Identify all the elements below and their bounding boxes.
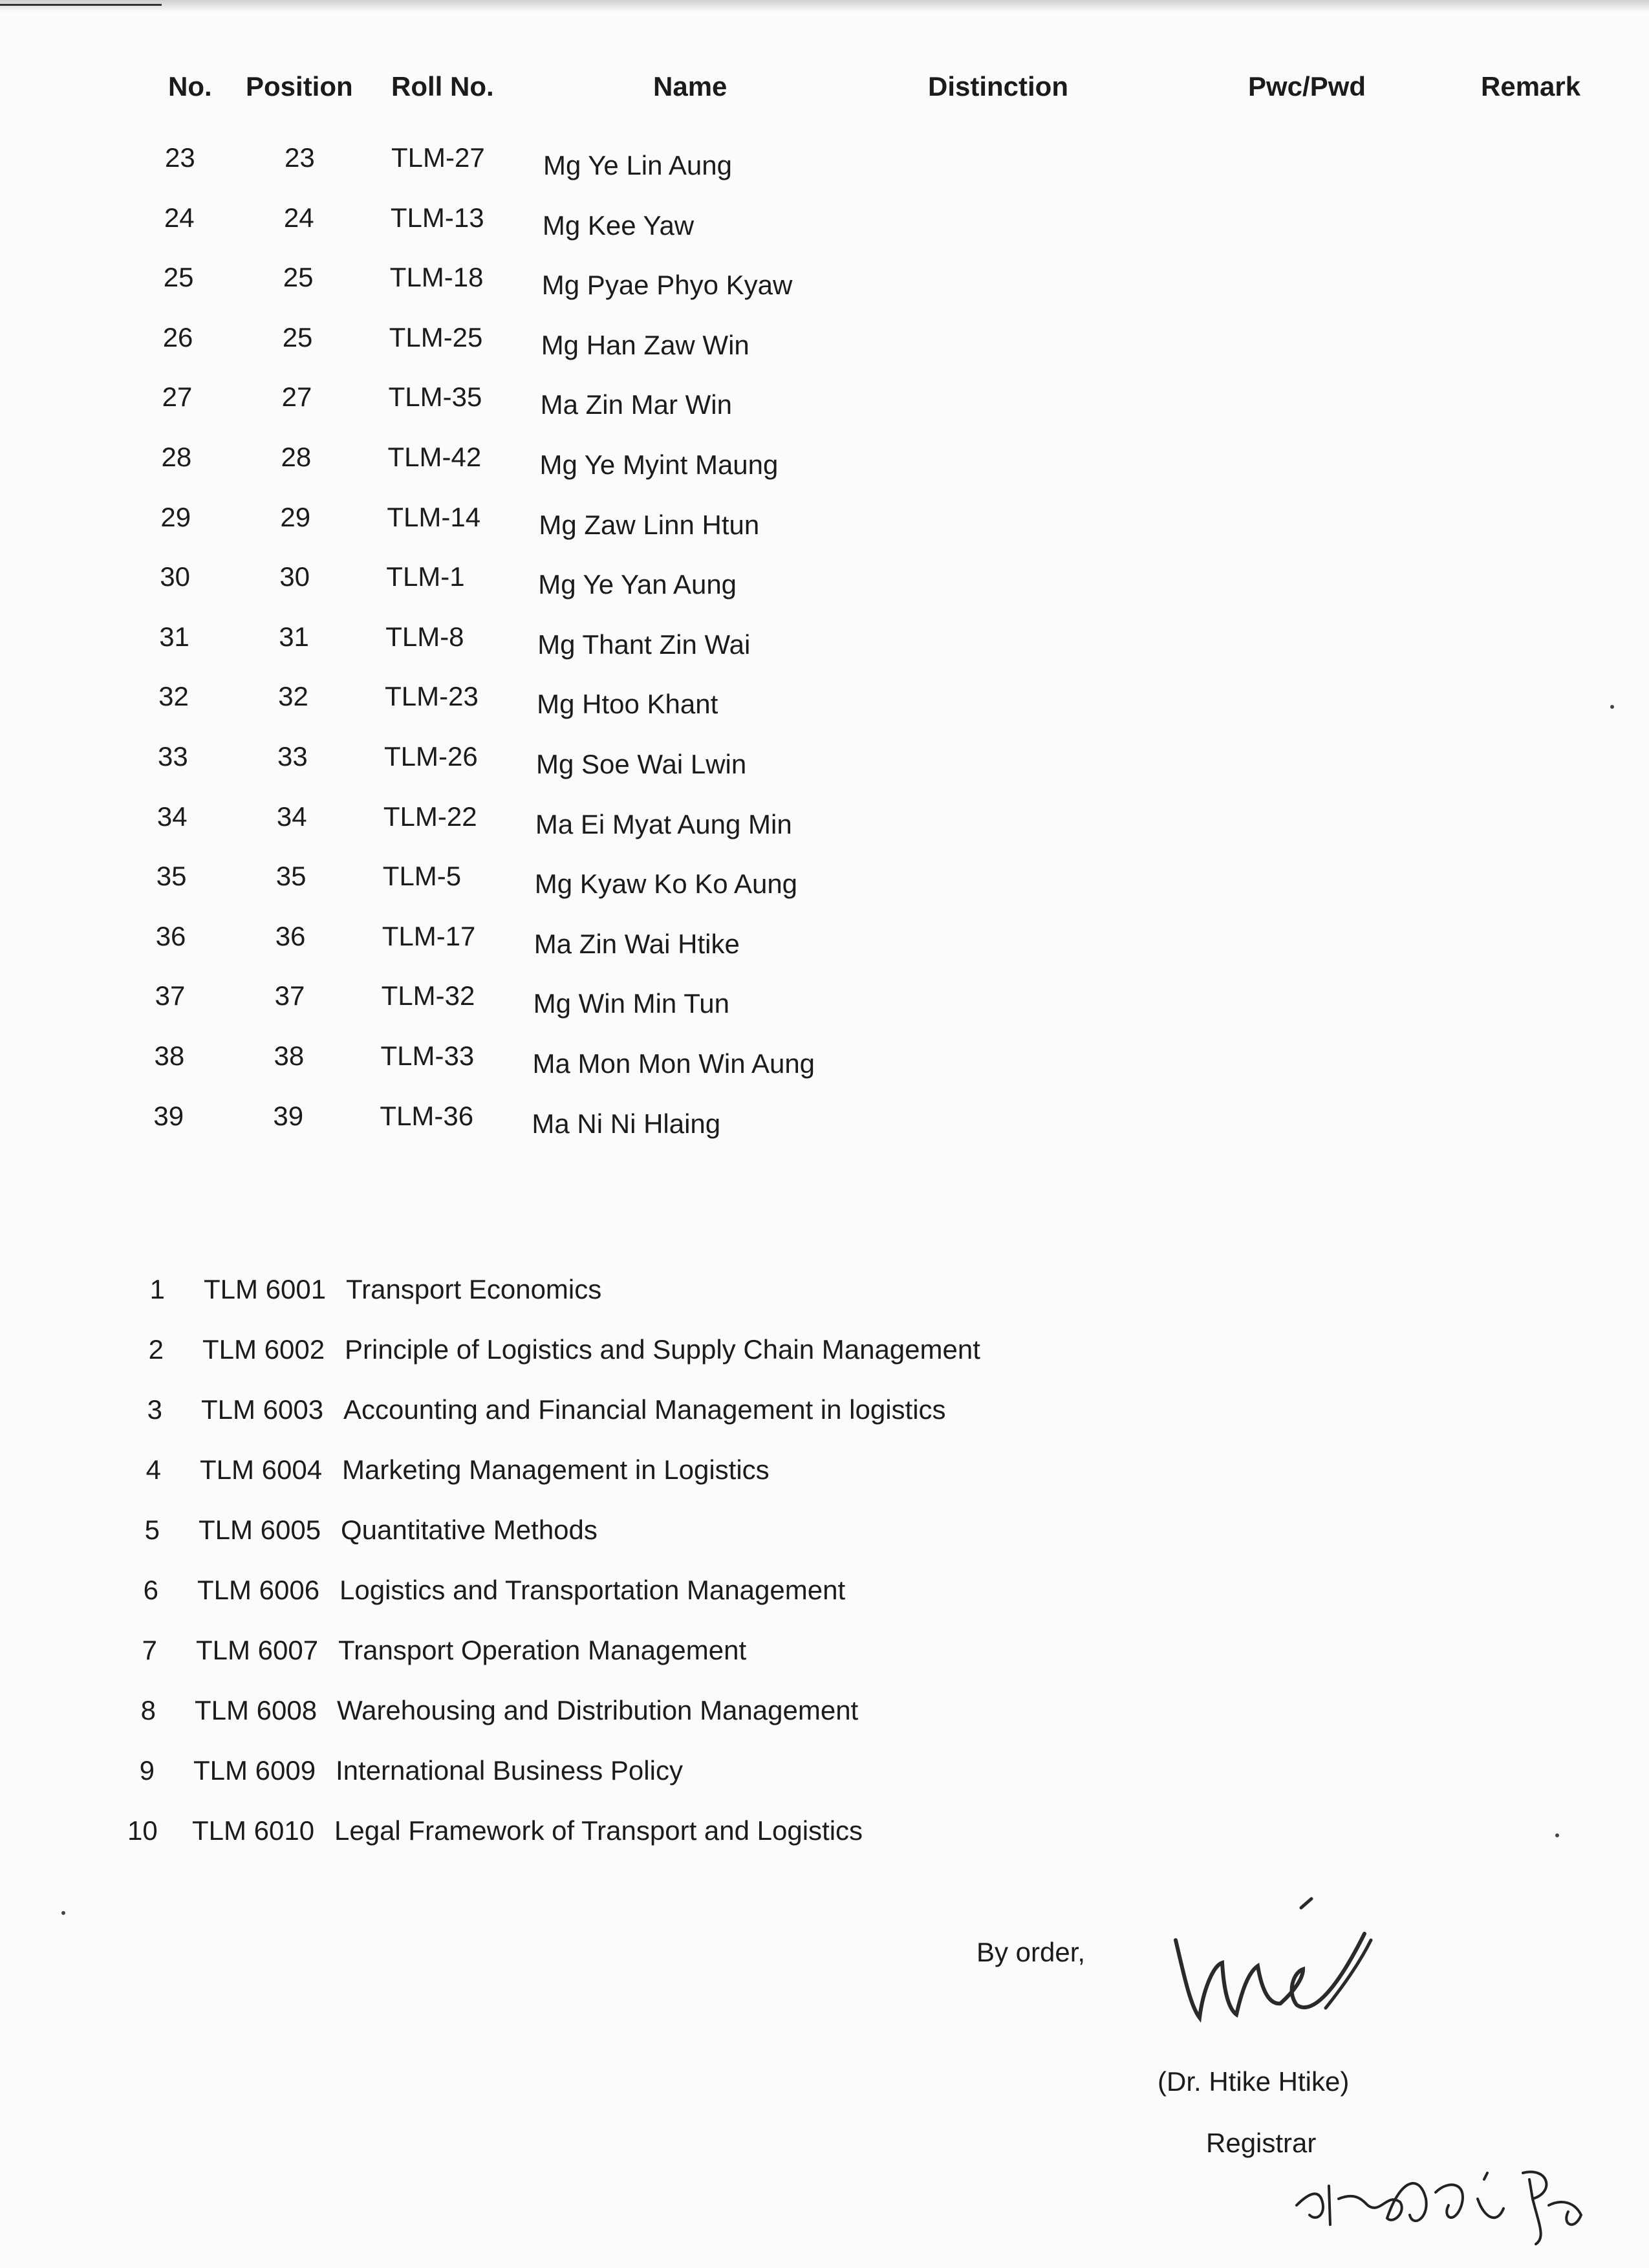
- row-roll-no: TLM-1: [386, 561, 465, 592]
- table-row: [129, 382, 1617, 433]
- table-row: [129, 1101, 1617, 1152]
- row-name: Ma Zin Wai Htike: [534, 928, 740, 959]
- subject-number: 4: [146, 1454, 161, 1485]
- row-name: Mg Ye Yan Aung: [538, 569, 737, 600]
- subject-number: 5: [144, 1515, 160, 1545]
- scan-speck: [1555, 1833, 1559, 1837]
- row-no: 37: [155, 980, 186, 1011]
- row-position: 23: [285, 142, 315, 173]
- subject-code: TLM 6003: [201, 1394, 324, 1425]
- row-position: 27: [281, 382, 312, 413]
- row-roll-no: TLM-17: [382, 920, 476, 951]
- row-position: 24: [283, 202, 314, 233]
- row-position: 36: [275, 920, 306, 951]
- row-no: 31: [159, 621, 189, 652]
- row-no: 39: [153, 1100, 184, 1131]
- table-row: [129, 1041, 1617, 1092]
- table-row: [129, 681, 1617, 733]
- row-name: Mg Han Zaw Win: [541, 329, 749, 360]
- table-row: [129, 561, 1617, 613]
- table-row: [129, 202, 1617, 254]
- subject-code: TLM 6002: [202, 1334, 325, 1365]
- table-row: [129, 980, 1617, 1032]
- row-name: Mg Thant Zin Wai: [537, 629, 751, 660]
- table-row: [129, 502, 1617, 554]
- row-position: 29: [280, 501, 311, 532]
- registrar-name: (Dr. Htike Htike): [1158, 2066, 1350, 2097]
- header-pwc-pwd: Pwc/Pwd: [1248, 71, 1366, 102]
- row-roll-no: TLM-36: [380, 1100, 474, 1131]
- row-no: 26: [162, 321, 193, 352]
- row-name: Ma Zin Mar Win: [540, 389, 732, 420]
- subject-number: 7: [142, 1635, 157, 1665]
- table-row: [129, 322, 1617, 374]
- row-position: 35: [275, 861, 307, 892]
- subject-title: Marketing Management in Logistics: [342, 1454, 770, 1485]
- row-position: 30: [279, 561, 310, 592]
- registrar-signature: [1164, 1895, 1377, 2050]
- row-position: 37: [274, 980, 305, 1011]
- row-position: 28: [281, 442, 312, 472]
- row-roll-no: TLM-22: [383, 801, 477, 832]
- table-row: [129, 801, 1617, 853]
- table-row: [129, 621, 1617, 673]
- scan-speck: [1610, 705, 1614, 709]
- row-no: 23: [165, 142, 195, 173]
- row-roll-no: TLM-27: [391, 142, 485, 173]
- subject-code: TLM 6004: [200, 1454, 323, 1485]
- row-no: 32: [158, 681, 189, 712]
- subject-code: TLM 6007: [196, 1635, 319, 1665]
- row-position: 38: [274, 1041, 305, 1071]
- row-roll-no: TLM-13: [390, 202, 484, 233]
- table-row: [129, 861, 1617, 913]
- scan-edge-mark: [0, 4, 162, 6]
- row-name: Mg Win Min Tun: [533, 988, 730, 1019]
- table-row: [129, 741, 1617, 793]
- subject-number: 3: [147, 1394, 162, 1425]
- row-roll-no: TLM-35: [388, 382, 482, 413]
- row-no: 33: [158, 741, 188, 772]
- by-order-text: By order,: [976, 1937, 1086, 1967]
- header-distinction: Distinction: [928, 71, 1068, 102]
- row-name: Mg Ye Lin Aung: [543, 150, 732, 180]
- header-roll-no: Roll No.: [391, 71, 494, 102]
- subject-number: 8: [140, 1695, 156, 1725]
- row-position: 25: [283, 262, 314, 293]
- subject-code: TLM 6005: [199, 1515, 321, 1545]
- row-position: 39: [273, 1100, 304, 1131]
- scan-speck: [61, 1911, 65, 1915]
- subject-number: 2: [148, 1334, 164, 1365]
- row-name: Ma Mon Mon Win Aung: [532, 1048, 815, 1079]
- subject-title: International Business Policy: [336, 1755, 683, 1786]
- row-roll-no: TLM-8: [385, 621, 464, 652]
- scan-edge-shadow: [0, 0, 1649, 12]
- row-roll-no: TLM-5: [382, 861, 462, 892]
- subject-title: Logistics and Transportation Management: [339, 1575, 846, 1605]
- row-roll-no: TLM-42: [387, 442, 482, 472]
- row-no: 36: [155, 920, 186, 951]
- header-position: Position: [246, 71, 353, 102]
- table-row: [129, 921, 1617, 973]
- header-name: Name: [653, 71, 727, 102]
- table-row: [129, 262, 1617, 314]
- subject-code: TLM 6009: [193, 1755, 316, 1786]
- row-position: 31: [279, 621, 309, 652]
- registrar-title: Registrar: [1206, 2128, 1317, 2158]
- subject-code: TLM 6008: [195, 1695, 318, 1725]
- subject-title: Warehousing and Distribution Management: [337, 1695, 859, 1725]
- subject-number: 9: [139, 1755, 155, 1786]
- row-roll-no: TLM-23: [385, 681, 479, 712]
- row-no: 24: [164, 202, 195, 233]
- row-name: Mg Ye Myint Maung: [539, 449, 779, 480]
- row-name: Mg Kyaw Ko Ko Aung: [534, 869, 798, 900]
- row-no: 30: [160, 561, 191, 592]
- row-roll-no: TLM-25: [389, 321, 483, 352]
- table-row: [129, 142, 1617, 194]
- row-name: Ma Ni Ni Hlaing: [532, 1108, 721, 1139]
- subject-title: Transport Economics: [346, 1274, 602, 1304]
- row-roll-no: TLM-26: [384, 741, 478, 772]
- subject-code: TLM 6010: [192, 1815, 315, 1846]
- row-no: 38: [154, 1041, 185, 1071]
- subject-number: 6: [143, 1575, 158, 1605]
- row-roll-no: TLM-32: [381, 980, 475, 1011]
- subject-title: Principle of Logistics and Supply Chain Management: [345, 1334, 980, 1365]
- row-name: Mg Kee Yaw: [542, 210, 695, 241]
- subject-number: 1: [149, 1274, 165, 1304]
- row-no: 29: [160, 501, 191, 532]
- subject-title: Quantitative Methods: [341, 1515, 598, 1545]
- subject-title: Transport Operation Management: [338, 1635, 747, 1665]
- row-roll-no: TLM-14: [387, 501, 481, 532]
- subject-code: TLM 6006: [197, 1575, 320, 1605]
- row-name: Mg Pyae Phyo Kyaw: [541, 270, 793, 301]
- row-no: 35: [156, 861, 187, 892]
- subject-code: TLM 6001: [204, 1274, 327, 1304]
- row-name: Mg Soe Wai Lwin: [536, 749, 747, 779]
- subject-title: Legal Framework of Transport and Logistics: [334, 1815, 863, 1846]
- row-position: 33: [277, 741, 308, 772]
- subject-number: 10: [127, 1815, 158, 1846]
- table-row: [129, 442, 1617, 493]
- row-position: 32: [278, 681, 308, 712]
- row-position: 34: [276, 801, 307, 832]
- subject-title: Accounting and Financial Management in logistics: [343, 1394, 946, 1425]
- row-name: Ma Ei Myat Aung Min: [535, 808, 792, 839]
- row-no: 28: [161, 442, 192, 472]
- row-no: 34: [156, 801, 188, 832]
- row-no: 27: [162, 382, 193, 413]
- row-name: Mg Htoo Khant: [537, 689, 718, 720]
- row-roll-no: TLM-18: [389, 262, 484, 293]
- row-roll-no: TLM-33: [380, 1041, 475, 1071]
- row-no: 25: [163, 262, 194, 293]
- header-remark: Remark: [1481, 71, 1581, 102]
- header-no: No.: [168, 71, 212, 102]
- handwritten-initials: [1290, 2154, 1594, 2251]
- row-name: Mg Zaw Linn Htun: [539, 509, 760, 540]
- row-position: 25: [282, 321, 313, 352]
